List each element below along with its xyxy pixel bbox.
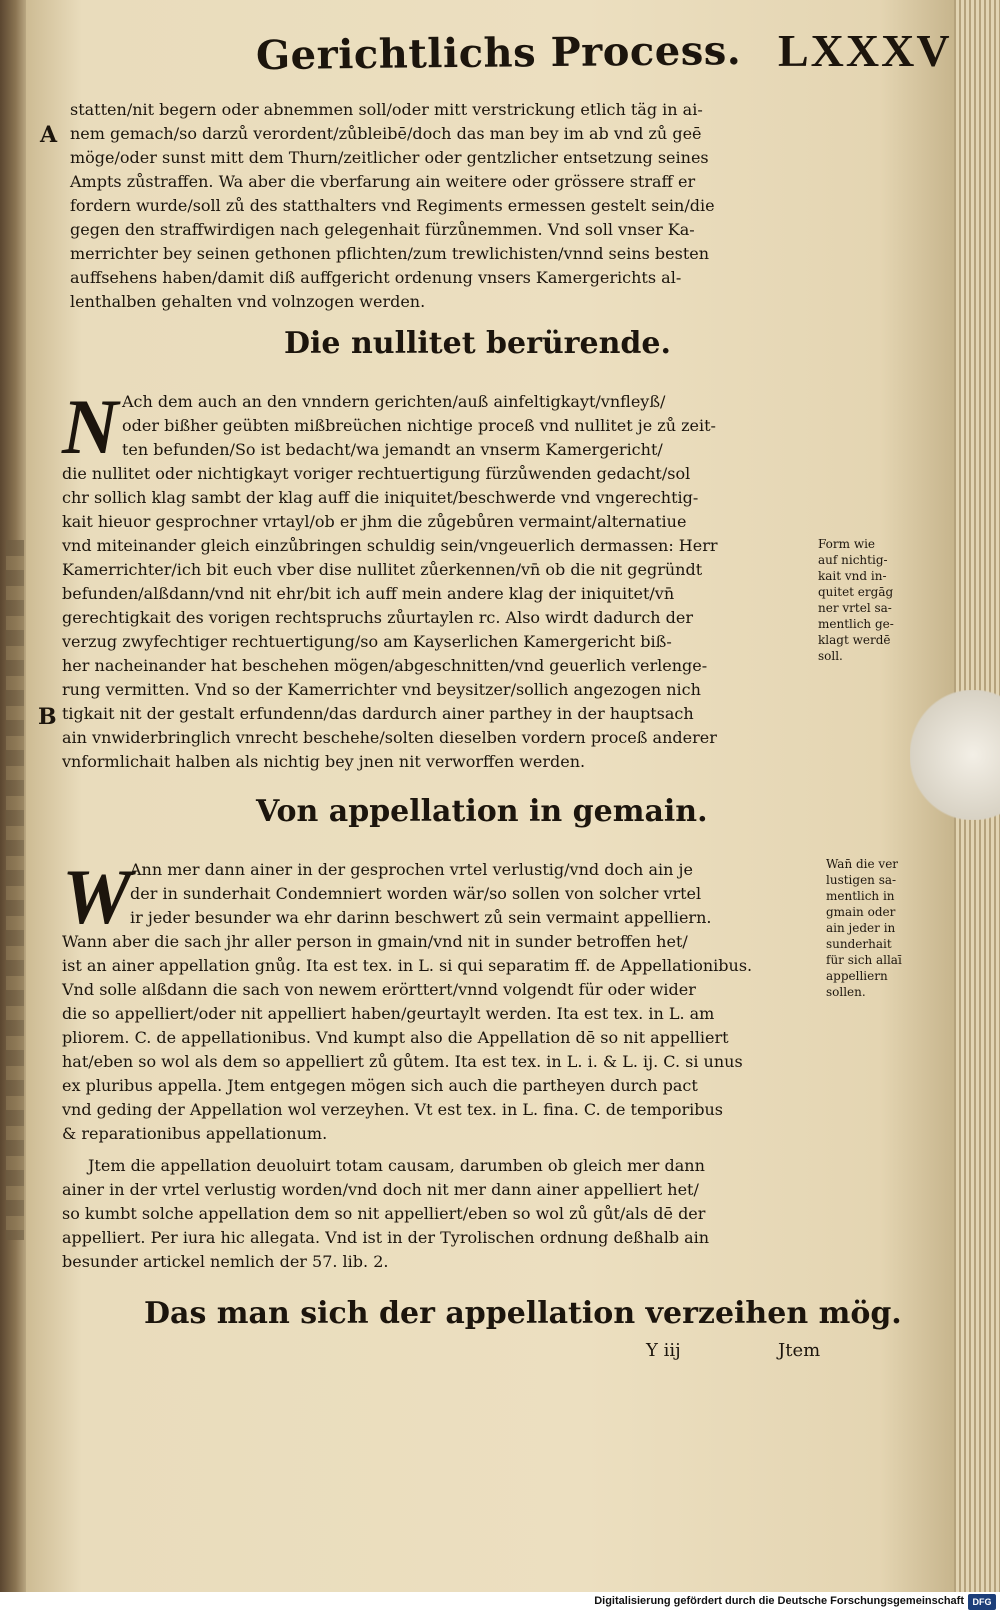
book-page (26, 0, 954, 1592)
text-line: fordern wurde/soll zů des statthalters vnd Regiments ermessen gestelt sein/die (70, 196, 715, 215)
text-line: ir jeder besunder wa ehr darinn beschwert zů sein vermaint appelliern. (130, 908, 712, 927)
text-line: Vnd solle alßdann die sach von newem erörttert/vnnd volgendt für oder wider (62, 980, 696, 999)
note-line: mentlich ge- (818, 617, 894, 631)
text-line: lenthalben gehalten vnd volnzogen werden. (70, 292, 426, 311)
text-line: Jtem die appellation deuoluirt totam causam, darumben ob gleich mer dann (88, 1156, 705, 1175)
margin-letter-b: B (38, 704, 57, 730)
note-line: ain jeder in (826, 921, 896, 935)
note-line: sollen. (826, 985, 866, 999)
text-line: rung vermitten. Vnd so der Kamerrichter vnd beysitzer/sollich angezogen nich (62, 680, 701, 699)
section-heading-nullitet: Die nullitet berürende. (284, 326, 671, 361)
text-line: tigkait nit der gestalt erfundenn/das dardurch ainer parthey in der hauptsach (62, 704, 694, 723)
book-binding (0, 0, 26, 1592)
text-line: so kumbt solche appellation dem so nit appelliert/eben so wol zů gůt/als dē der (62, 1204, 706, 1223)
signature-mark: Y iij (646, 1340, 681, 1361)
section-heading-verzeihen: Das man sich der appellation verzeihen mög. (144, 1296, 902, 1331)
note-line: sunderhait (826, 937, 892, 951)
text-line: vnd geding der Appellation wol verzeyhen. Vt est tex. in L. fina. C. de temporibus (62, 1100, 724, 1119)
note-line: appelliern (826, 969, 888, 983)
text-line: chr sollich klag sambt der klag auff die iniquitet/beschwerde vnd vngerechtig- (62, 488, 699, 507)
text-line: Wann aber die sach jhr aller person in gmain/vnd nit in sunder betroffen het/ (62, 932, 688, 951)
text-line: oder bißher geübten mißbreüchen nichtige proceß vnd nullitet je zů zeit- (122, 416, 716, 435)
text-line: ainer in der vrtel verlustig worden/vnd doch nit mer dann ainer appelliert het/ (62, 1180, 699, 1199)
text-line: kait hieuor gesprochner vrtayl/ob er jhm die zůgebůren vermaint/alternatiue (62, 512, 687, 531)
note-line: quitet ergāg (818, 585, 894, 599)
text-line: verzug zwyfechtiger rechtuertigung/so am Kayserlichen Kamergericht biß- (62, 632, 672, 651)
text-line: möge/oder sunst mitt dem Thurn/zeitlicher oder gentzlicher entsetzung seines (70, 148, 709, 167)
text-line: ten befunden/So ist bedacht/wa jemandt an vnserm Kamergericht/ (122, 440, 663, 459)
folio-number: LXXXV (778, 25, 952, 76)
text-line: die nullitet oder nichtigkayt voriger rechtuertigung fürzůwenden gedacht/sol (62, 464, 691, 483)
text-line: befunden/alßdann/vnd nit ehr/bit ich auff mein andere klag der iniquitet/vn̄ (62, 584, 675, 603)
text-line: Ann mer dann ainer in der gesprochen vrtel verlustig/vnd doch ain je (130, 860, 693, 879)
note-line: kait vnd in- (818, 569, 887, 583)
text-line: nem gemach/so darzů verordent/zůbleibē/doch das man bey im ab vnd zů geē (70, 124, 702, 143)
text-line: Ach dem auch an den vnndern gerichten/auß ainfeltigkayt/vnfleyß/ (122, 392, 666, 411)
note-line: gmain oder (826, 905, 896, 919)
note-line: für sich allaī (826, 953, 902, 967)
margin-letter-a: A (40, 122, 58, 148)
funding-credit: Digitalisierung gefördert durch die Deutsche Forschungsgemeinschaft (594, 1595, 964, 1607)
text-line: appelliert. Per iura hic allegata. Vnd ist in der Tyrolischen ordnung deßhalb ain (62, 1228, 710, 1247)
text-line: ex pluribus appella. Jtem entgegen mögen sich auch die partheyen durch pact (62, 1076, 698, 1095)
note-line: klagt werdē (818, 633, 891, 647)
text-line: gegen den straffwirdigen nach gelegenhait fürzůnemmen. Vnd soll vnser Ka- (70, 220, 695, 239)
note-line: lustigen sa- (826, 873, 897, 887)
text-line: ain vnwiderbringlich vnrecht beschehe/solten dieselben vordern proceß anderer (62, 728, 717, 747)
section-heading-appellation: Von appellation in gemain. (256, 794, 708, 829)
paper-clip-shadow (910, 690, 1000, 820)
text-line: Ampts zůstraffen. Wa aber die vberfarung ain weitere oder grössere straff er (70, 172, 696, 191)
text-line: gerechtigkait des vorigen rechtspruchs zůurtaylen rc. Also wirdt dadurch der (62, 608, 694, 627)
dfg-logo: DFG (968, 1594, 996, 1610)
text-line: statten/nit begern oder abnemmen soll/oder mitt verstrickung etlich täg in ai- (70, 100, 703, 119)
note-line: Form wie (818, 537, 876, 551)
text-line: vnd miteinander gleich einzůbringen schuldig sein/vngeuerlich dermassen: Herr (62, 536, 718, 555)
text-line: pliorem. C. de appellationibus. Vnd kumpt also die Appellation dē so nit appelliert (62, 1028, 729, 1047)
note-line: mentlich in (826, 889, 895, 903)
text-line: Kamerrichter/ich bit euch vber dise nullitet zůerkennen/vn̄ ob die nit gegründt (62, 560, 703, 579)
note-line: Wan̄ die ver (826, 857, 899, 871)
text-line: besunder artickel nemlich der 57. lib. 2. (62, 1252, 389, 1271)
note-line: auf nichtig- (818, 553, 888, 567)
text-line: ist an ainer appellation gnůg. Ita est tex. in L. si qui separatim ff. de Appellationibus. (62, 956, 753, 975)
text-line: der in sunderhait Condemniert worden wär/so sollen von solcher vrtel (130, 884, 702, 903)
text-line: die so appelliert/oder nit appelliert haben/geurtaylt werden. Ita est tex. in L. am (62, 1004, 715, 1023)
running-head: Gerichtlichs Process. (255, 27, 742, 80)
drop-cap: W (62, 853, 132, 940)
catchword: Jtem (778, 1340, 821, 1361)
marginal-note-form (818, 536, 938, 664)
text-line: vnformlichait halben als nichtig bey jnen nit verworffen werden. (62, 752, 586, 771)
marginal-note-appellation (826, 856, 946, 1000)
text-line: hat/eben so wol als dem so appelliert zů gůtem. Ita est tex. in L. i. & L. ij. C. si unus (62, 1052, 743, 1071)
text-line: her nacheinander hat beschehen mögen/abgeschnitten/vnd geuerlich verlenge- (62, 656, 708, 675)
drop-cap: N (62, 383, 119, 470)
opposite-page-edge (6, 540, 24, 1240)
note-line: soll. (818, 649, 843, 663)
text-line: merrichter bey seinen gethonen pflichten/zum trewlichisten/vnnd seins besten (70, 244, 710, 263)
text-line: & reparationibus appellationum. (62, 1124, 328, 1143)
note-line: ner vrtel sa- (818, 601, 892, 615)
footer-bar (0, 1592, 1000, 1614)
text-line: auffsehens haben/damit diß auffgericht ordenung vnsers Kamergerichts al- (70, 268, 682, 287)
